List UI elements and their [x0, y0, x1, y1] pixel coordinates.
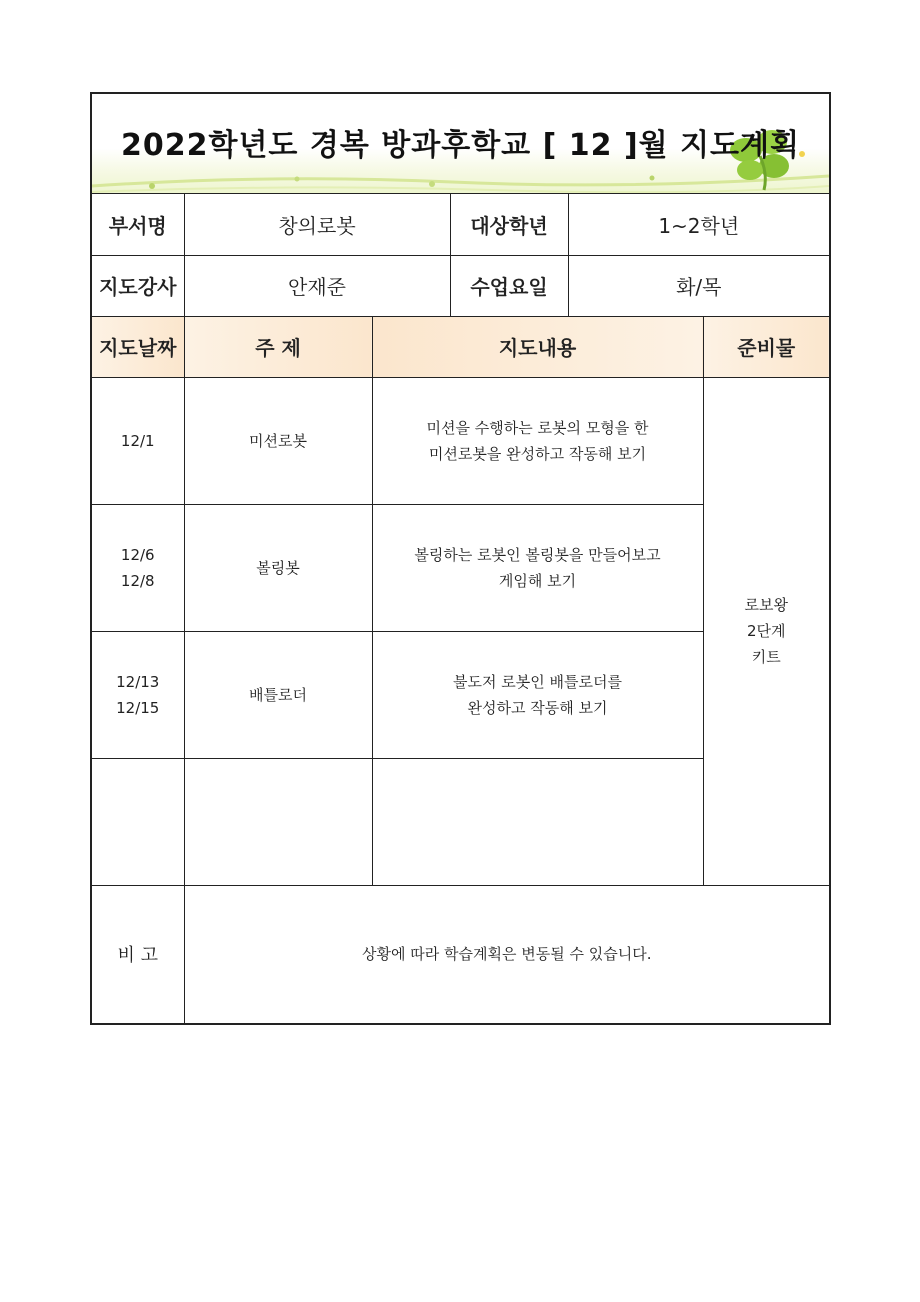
date-column-header: 지도날짜: [92, 316, 184, 377]
topic-column-header: 주 제: [184, 316, 372, 377]
topic-cell: [184, 758, 372, 885]
materials-column-header: 준비물: [703, 316, 829, 377]
page-title: 2022학년도 경복 방과후학교 [ 12 ]월 지도계획: [120, 128, 801, 163]
table-row: [92, 377, 829, 504]
content-column-header: 지도내용: [372, 316, 703, 377]
dept-value: 창의로봇: [184, 194, 450, 255]
day-value: 화/목: [568, 255, 829, 316]
content-cell: [372, 758, 703, 885]
content-cell: 미션을 수행하는 로봇의 모형을 한 미션로봇을 완성하고 작동해 보기: [372, 377, 703, 504]
date-cell: 12/6 12/8: [92, 504, 184, 631]
grade-label: 대상학년: [450, 194, 568, 255]
dept-label: 부서명: [92, 194, 184, 255]
topic-cell: 미션로봇: [184, 377, 372, 504]
teacher-label: 지도강사: [92, 255, 184, 316]
grade-value: 1~2학년: [568, 194, 829, 255]
plan-table: [92, 194, 829, 1023]
title-banner: [92, 94, 829, 194]
date-cell: 12/1: [92, 377, 184, 504]
column-header-row: [92, 316, 829, 377]
plan-sheet: [90, 92, 831, 1025]
date-cell: 12/13 12/15: [92, 631, 184, 758]
day-label: 수업요일: [450, 255, 568, 316]
teacher-row: [92, 255, 829, 316]
materials-cell: 로보왕 2단계 키트: [703, 377, 829, 885]
date-cell: [92, 758, 184, 885]
remarks-row: [92, 885, 829, 1023]
remarks-label: 비 고: [92, 885, 184, 1023]
content-cell: 볼링하는 로봇인 볼링봇을 만들어보고 게임해 보기: [372, 504, 703, 631]
teacher-value: 안재준: [184, 255, 450, 316]
topic-cell: 배틀로더: [184, 631, 372, 758]
remarks-text: 상황에 따라 학습계획은 변동될 수 있습니다.: [184, 885, 829, 1023]
dept-row: [92, 194, 829, 255]
content-cell: 불도저 로봇인 배틀로더를 완성하고 작동해 보기: [372, 631, 703, 758]
topic-cell: 볼링봇: [184, 504, 372, 631]
